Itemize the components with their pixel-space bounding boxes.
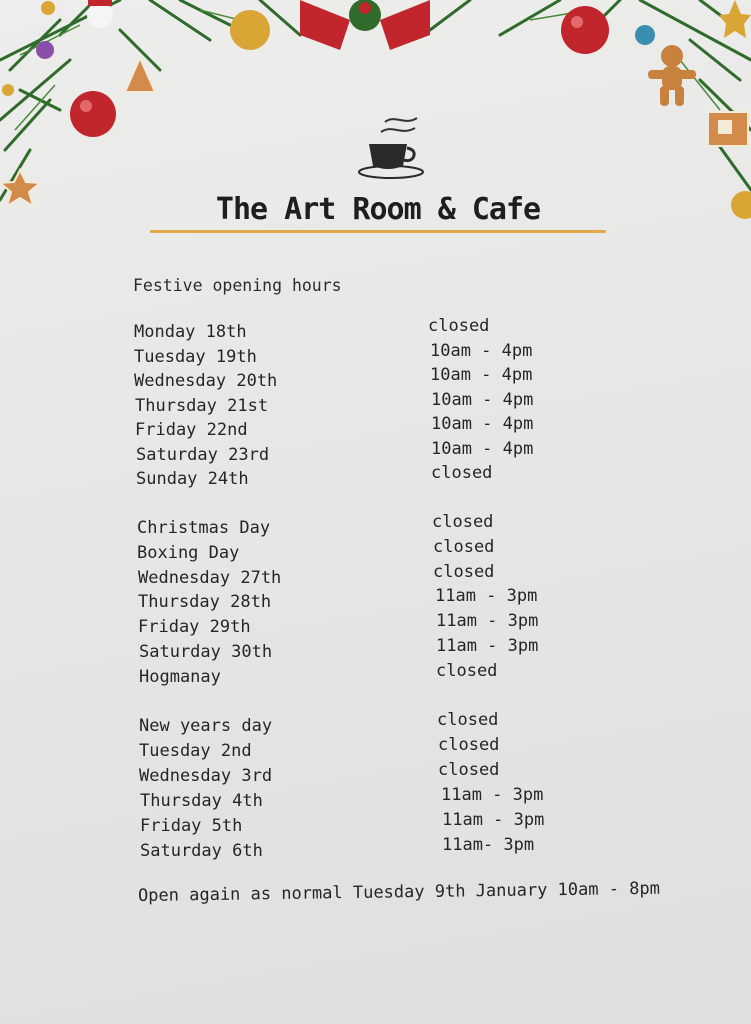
schedule-day: Wednesday 27th xyxy=(138,568,282,588)
ornament-icon xyxy=(731,191,751,219)
schedule-hours: 11am - 3pm xyxy=(442,810,545,830)
ornament-icon xyxy=(561,6,609,54)
schedule-day: Hogmanay xyxy=(139,667,221,687)
ornament-icon xyxy=(70,91,116,137)
schedule-hours: closed xyxy=(436,661,498,681)
schedule-day: Saturday 6th xyxy=(140,841,263,861)
schedule-day: Boxing Day xyxy=(137,543,240,563)
schedule-day: Thursday 28th xyxy=(138,592,272,612)
schedule-hours: 10am - 4pm xyxy=(431,414,534,434)
bow-icon xyxy=(300,0,430,50)
schedule-day: Christmas Day xyxy=(137,518,271,538)
schedule-hours: closed xyxy=(428,316,490,336)
reopen-notice: Open again as normal Tuesday 9th January 10am - 8pm xyxy=(137,878,661,906)
schedule-day: Thursday 4th xyxy=(140,791,263,811)
ornament-icon xyxy=(36,41,54,59)
page-title: The Art Room & Cafe xyxy=(215,192,541,227)
schedule-day: Saturday 30th xyxy=(139,642,273,662)
schedule-day: Friday 22nd xyxy=(135,420,248,440)
schedule-day: Friday 29th xyxy=(138,617,251,637)
schedule-hours: closed xyxy=(431,463,493,483)
schedule-hours: closed xyxy=(438,760,500,780)
schedule-hours: 11am - 3pm xyxy=(435,586,538,606)
coffee-cup-icon xyxy=(355,112,427,184)
schedule-day: Wednesday 3rd xyxy=(139,766,273,786)
schedule-day: Sunday 24th xyxy=(136,469,249,489)
schedule-day: Tuesday 19th xyxy=(134,347,257,367)
schedule-hours: closed xyxy=(438,735,500,755)
schedule-hours: 11am- 3pm xyxy=(442,835,535,855)
schedule-hours: 10am - 4pm xyxy=(431,439,534,459)
schedule-day: Friday 5th xyxy=(140,816,243,836)
star-cookie-icon xyxy=(0,170,40,206)
schedule-hours: 11am - 3pm xyxy=(441,785,544,805)
schedule-hours: 11am - 3pm xyxy=(436,611,539,631)
schedule-hours: closed xyxy=(437,710,499,730)
schedule-hours: closed xyxy=(433,537,495,557)
schedule-day: Wednesday 20th xyxy=(134,371,278,391)
title-underline xyxy=(150,230,606,233)
schedule-day: Monday 18th xyxy=(134,322,247,342)
ornament-icon xyxy=(230,10,270,50)
schedule-hours: 11am - 3pm xyxy=(436,636,539,656)
schedule-hours: 10am - 4pm xyxy=(431,390,534,410)
star-cookie-icon xyxy=(719,0,751,38)
schedule-hours: closed xyxy=(432,512,494,532)
ornament-icon xyxy=(635,25,655,45)
schedule-hours: 10am - 4pm xyxy=(430,341,533,361)
schedule-hours: 10am - 4pm xyxy=(430,365,533,385)
schedule-day: Saturday 23rd xyxy=(136,445,270,465)
schedule-day: Thursday 21st xyxy=(135,396,269,416)
gingerbread-man-icon xyxy=(648,45,696,106)
schedule-day: New years day xyxy=(139,716,273,736)
schedule-day: Tuesday 2nd xyxy=(139,741,252,761)
subtitle-festive-hours: Festive opening hours xyxy=(133,276,342,295)
schedule-hours: closed xyxy=(433,562,495,582)
